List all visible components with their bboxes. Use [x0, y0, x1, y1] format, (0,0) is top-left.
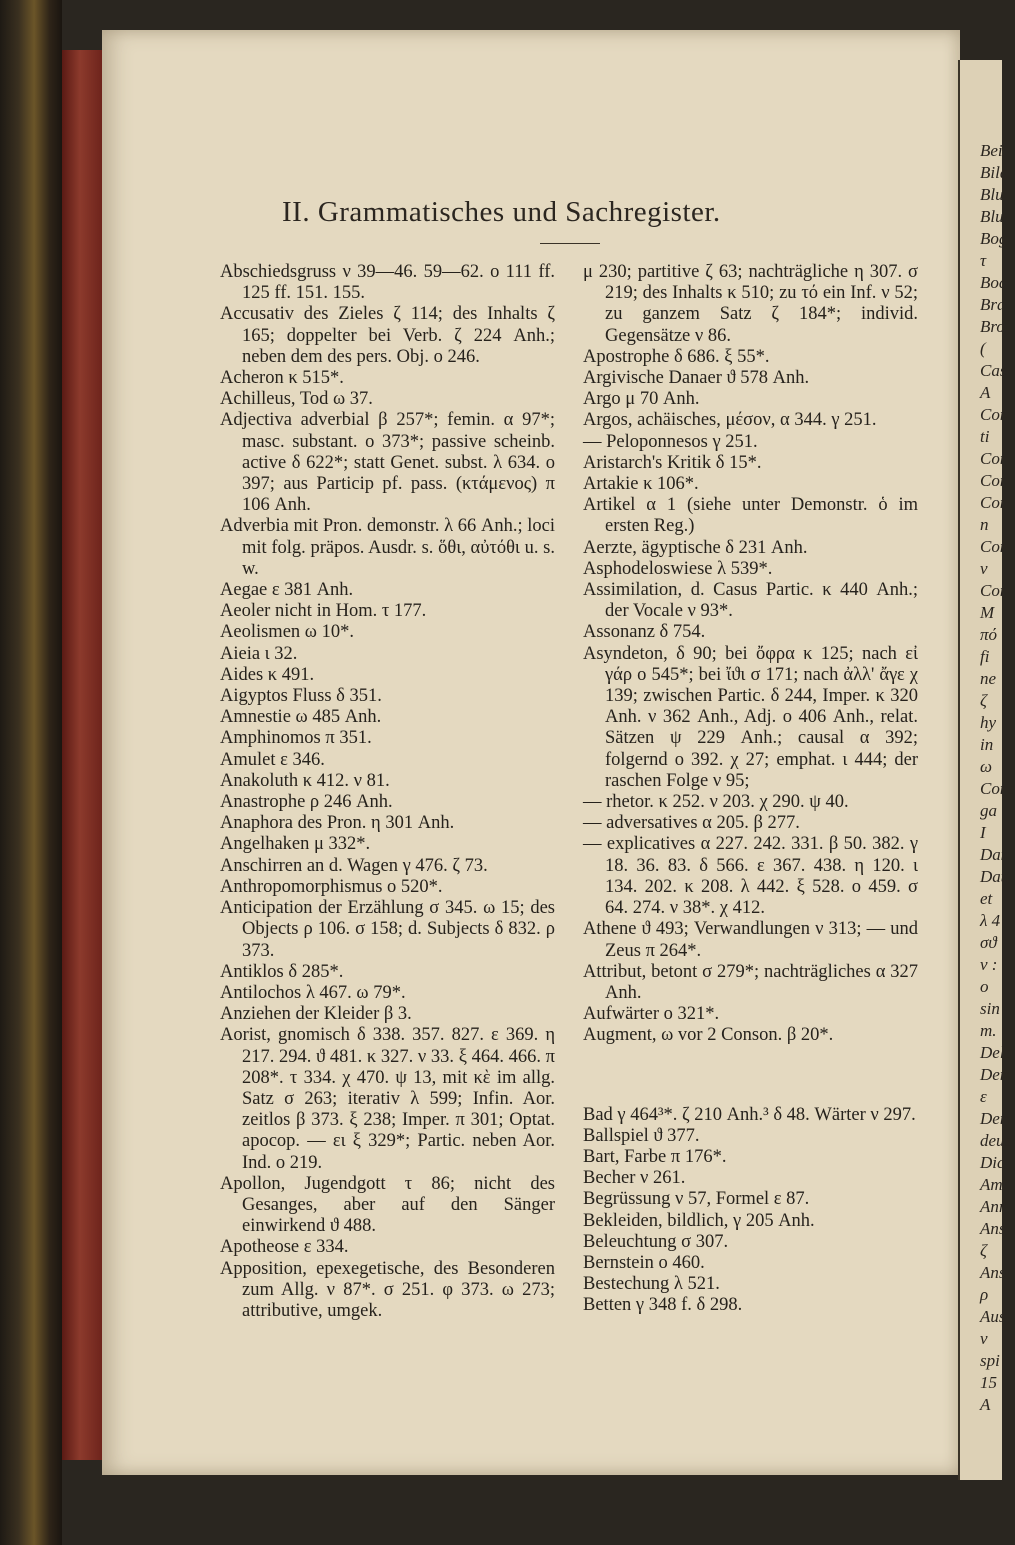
next-page-fragment: Con	[980, 537, 1009, 556]
index-entry: Antilochos λ 467. ω 79*.	[220, 982, 406, 1003]
next-page-fragment: Bei	[980, 141, 1003, 160]
index-entry: Achilleus, Tod ω 37.	[220, 389, 373, 410]
index-entry: Aegae ε 381 Anh.	[220, 580, 354, 601]
next-page-fragment: sin	[980, 999, 1000, 1018]
next-page-fragment: fi	[980, 647, 990, 666]
index-entry: Assimilation, d. Casus Partic. κ 440 Anh.; der Vocale ν 93*.	[583, 580, 918, 622]
index-entry: Amulet ε 346.	[220, 749, 325, 770]
index-entry: — adversatives α 205. β 277.	[583, 813, 800, 834]
next-page-fragment: A	[980, 383, 991, 402]
index-entry: Aorist, gnomisch δ 338. 357. 827. ε 369. η 217. 294. ϑ 481. κ 327. ν 33. ξ 464. 466. π 208*. τ 334. χ 470. ψ 13, mit κὲ im allg. Satz σ 263; iterativ λ 599; Infin. Aor. zeitlos β 373. ξ 238; Imper. π 301; Optat. apocop. — ει ξ 329*; Partic. neben Aor. Ind. ο 219.	[220, 1025, 555, 1173]
next-page-fragment: Con	[980, 581, 1009, 600]
index-entry: μ 230; partitive ζ 63; nachträgliche η 307. σ 219; des Inhalts κ 510; zu τό ein Inf. ν 52; zu ganzem Satz ζ 184*; individ. Gegensätze ν 86.	[583, 262, 918, 346]
next-page-fragment: Dan	[980, 845, 1010, 864]
next-page-fragment: A	[980, 1395, 991, 1414]
index-entry: Apposition, epexegetische, des Besonderen zum Allg. ν 87*. σ 251. φ 373. ω 273; attributive, umgek.	[220, 1258, 555, 1321]
index-entry: Bestechung λ 521.	[583, 1274, 720, 1295]
index-entry: Argivische Danaer ϑ 578 Anh.	[583, 368, 810, 389]
next-page-fragment: m.	[980, 1021, 997, 1040]
index-entry: Aigyptos Fluss δ 351.	[220, 686, 382, 707]
next-page-fragment: Ans	[980, 1219, 1006, 1238]
index-entry: Antiklos δ 285*.	[220, 961, 344, 982]
next-page-fragment: ρ	[980, 1285, 989, 1304]
index-entry: Adjectiva adverbial β 257*; femin. α 97*; masc. substant. ο 373*; passive scheinb. active δ 622*; statt Genet. subst. λ 634. ο 397; aus Particip pf. pass. (κτάμενος) π 106 Anh.	[220, 410, 555, 516]
next-page-fragment: ν	[980, 1329, 988, 1348]
index-entry: Anthropomorphismus ο 520*.	[220, 876, 443, 897]
index-entry: Bad γ 464³*. ζ 210 Anh.³ δ 48. Wärter ν 297.	[583, 1104, 916, 1125]
index-entry: Anakoluth κ 412. ν 81.	[220, 770, 390, 791]
next-page-fragment: (	[980, 339, 986, 358]
index-entry: Asphodeloswiese λ 539*.	[583, 558, 773, 579]
index-entry: Betten γ 348 f. δ 298.	[583, 1295, 743, 1316]
index-entry: Bekleiden, bildlich, γ 205 Anh.	[583, 1210, 815, 1231]
next-page-fragment: ti	[980, 427, 990, 446]
index-entry: Apostrophe δ 686. ξ 55*.	[583, 346, 770, 367]
index-entry: Ballspiel ϑ 377.	[583, 1125, 700, 1146]
index-entry: Aieia ι 32.	[220, 643, 298, 664]
index-entry: Anziehen der Kleider β 3.	[220, 1004, 412, 1025]
next-page-fragment: 15	[980, 1373, 997, 1392]
index-entry: Aeolismen ω 10*.	[220, 622, 354, 643]
index-entry: Amphinomos π 351.	[220, 728, 372, 749]
next-page-fragment: σϑ	[980, 933, 997, 952]
index-entry: Attribut, betont σ 279*; nachträgliches α 327 Anh.	[583, 961, 918, 1003]
next-page-fragment: πό	[980, 625, 998, 644]
index-entry: Aufwärter ο 321*.	[583, 1004, 720, 1025]
next-page-fragment: τ	[980, 251, 987, 270]
next-page-fragment: ζ	[980, 1241, 987, 1260]
next-page-fragment: Con	[980, 471, 1009, 490]
next-page-fragment: Con	[980, 449, 1009, 468]
next-page-edge	[958, 60, 1015, 1480]
next-page-fragment: ε	[980, 1087, 987, 1106]
next-page-fragment: Blu	[980, 185, 1004, 204]
next-page-fragment: Bild	[980, 163, 1009, 182]
next-page-fragment: ne	[980, 669, 997, 688]
index-entry: Accusativ des Zieles ζ 114; des Inhalts ζ 165; doppelter bei Verb. ζ 224 Anh.; neben dem des pers. Obj. ο 246.	[220, 304, 555, 367]
index-entry: Aides κ 491.	[220, 664, 315, 685]
next-page-fragment: Cas	[980, 361, 1007, 380]
index-entry: — rhetor. κ 252. ν 203. χ 290. ψ 40.	[583, 792, 849, 813]
next-page-fragment: ν	[980, 559, 988, 578]
index-entry: Anschirren an d. Wagen γ 476. ζ 73.	[220, 855, 488, 876]
next-page-fragment: Con	[980, 405, 1009, 424]
index-entry: Aeoler nicht in Hom. τ 177.	[220, 601, 427, 622]
index-entry: Amnestie ω 485 Anh.	[220, 707, 382, 728]
next-page-fragment: M	[980, 603, 995, 622]
index-entry: Adverbia mit Pron. demonstr. λ 66 Anh.; loci mit folg. präpos. Ausdr. s. ὅθι, αὐτόθι u. s. w.	[220, 516, 555, 579]
next-page-fragment: n	[980, 515, 989, 534]
index-column-right	[583, 262, 918, 1317]
index-entry: Beleuchtung σ 307.	[583, 1231, 729, 1252]
index-entry: Athene ϑ 493; Verwandlungen ν 313; — und Zeus π 264*.	[583, 919, 918, 961]
index-entry: Anaphora des Pron. η 301 Anh.	[220, 813, 455, 834]
next-page-fragment: ο	[980, 977, 989, 996]
next-page-fragment: ζ	[980, 691, 987, 710]
book-spine	[0, 0, 62, 1545]
index-entry: Abschiedsgruss ν 39—46. 59—62. ο 111 ff. 125 ff. 151. 155.	[220, 262, 555, 304]
index-entry: Bernstein ο 460.	[583, 1252, 705, 1273]
next-page-fragment: Dem	[980, 1065, 1013, 1084]
index-entry: Aristarch's Kritik δ 15*.	[583, 452, 762, 473]
index-entry: Artikel α 1 (siehe unter Demonstr. ὁ im ersten Reg.)	[583, 495, 918, 537]
next-page-fragment: Dem	[980, 1109, 1013, 1128]
next-page-fragment: Delo	[980, 1043, 1014, 1062]
next-page-fragment: spi	[980, 1351, 1000, 1370]
next-page-fragment: et	[980, 889, 993, 908]
next-page-fragment: Bog	[980, 229, 1008, 248]
next-page-fragment: ν :	[980, 955, 998, 974]
next-page-fragment: Anr	[980, 1197, 1006, 1216]
next-page-fragment: λ 4	[980, 911, 1001, 930]
next-page-fragment: Dati	[980, 867, 1011, 886]
next-page-fragment: deus	[980, 1131, 1012, 1150]
index-column-left	[220, 262, 555, 1322]
next-page-fragment: ω	[980, 757, 993, 776]
index-entry: Augment, ω vor 2 Conson. β 20*.	[583, 1025, 834, 1046]
next-page-fragment: Dic	[980, 1153, 1005, 1172]
index-entry: — Peloponnesos γ 251.	[583, 431, 758, 452]
index-entry: Asyndeton, δ 90; bei ὄφρα κ 125; nach εἰ γάρ ο 545*; bei ἴϑι σ 171; nach ἀλλ' ἄγε χ 139; zwischen Partic. δ 244, Imper. κ 320 Anh. ν 362 Anh., Adj. ο 406 Anh., relat. Sätzen ψ 229 Anh.; causal α 392; folgernd ο 392. χ 27; emphat. ι 444; der raschen Folge ν 95;	[583, 643, 918, 791]
heading-rule	[540, 243, 600, 244]
index-entry: Anastrophe ρ 246 Anh.	[220, 792, 393, 813]
index-entry: Becher ν 261.	[583, 1168, 686, 1189]
index-entry: Bart, Farbe π 176*.	[583, 1146, 727, 1167]
index-entry: Acheron κ 515*.	[220, 368, 344, 389]
next-page-fragment: ga	[980, 801, 997, 820]
next-page-fragment: Am	[980, 1175, 1003, 1194]
index-entry: Angelhaken μ 332*.	[220, 834, 371, 855]
index-entry: Argos, achäisches, μέσον, α 344. γ 251.	[583, 410, 877, 431]
index-entry: Anticipation der Erzählung σ 345. ω 15; des Objects ρ 106. σ 158; d. Subjects δ 832. ρ 373.	[220, 898, 555, 961]
next-page-fragment: Boc	[980, 273, 1007, 292]
next-page-fragment: Aus	[980, 1307, 1006, 1326]
next-page-fragment: in	[980, 735, 994, 754]
index-entry: Apollon, Jugendgott τ 86; nicht des Gesanges, aber auf den Sänger einwirkend ϑ 488.	[220, 1173, 555, 1237]
index-entry: Argo μ 70 Anh.	[583, 389, 700, 410]
index-entry: Apotheose ε 334.	[220, 1237, 349, 1258]
next-page-fragment: Con	[980, 493, 1009, 512]
next-page-fragment: Ans	[980, 1263, 1006, 1282]
section-heading: II. Grammatisches und Sachregister.	[282, 196, 721, 228]
index-entry: Aerzte, ägyptische δ 231 Anh.	[583, 537, 808, 558]
next-page-fragment: hy	[980, 713, 997, 732]
index-entry: — explicatives α 227. 242. 331. β 50. 382. γ 18. 36. 83. δ 566. ε 367. 438. η 120. ι 134. 202. κ 208. λ 442. ξ 528. ο 459. σ 64. 274. ν 38*. χ 412.	[583, 834, 918, 919]
next-page-fragment: Bra	[980, 295, 1006, 314]
index-entry: Assonanz δ 754.	[583, 622, 706, 643]
book-page-edges	[62, 50, 102, 1460]
entry-spacer	[583, 1065, 918, 1086]
next-page-fragment: Cons	[980, 779, 1015, 798]
edge-spacer	[960, 60, 1002, 140]
index-entry: Begrüssung ν 57, Formel ε 87.	[583, 1189, 810, 1210]
next-page-fragment: Bro	[980, 317, 1005, 336]
next-page-fragment: I	[980, 823, 986, 842]
index-entry: Artakie κ 106*.	[583, 474, 699, 495]
next-page-fragment: Blu	[980, 207, 1004, 226]
